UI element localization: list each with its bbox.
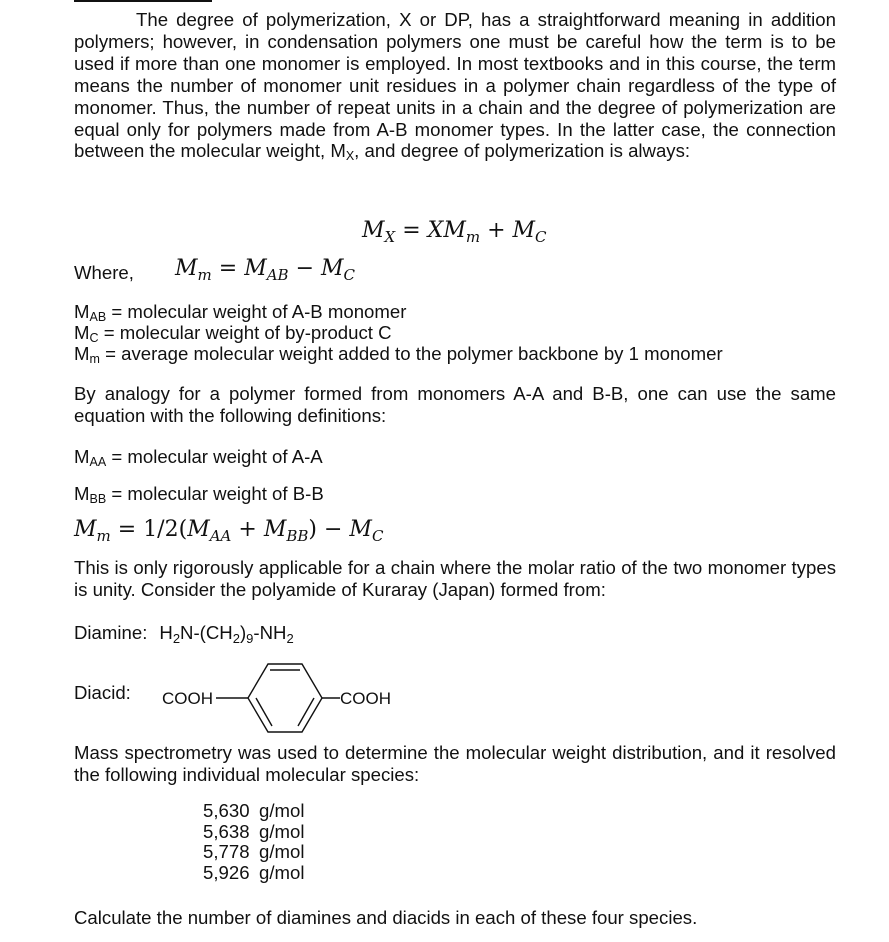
where-label: Where, <box>74 262 134 283</box>
list-item: 5,630 g/mol <box>203 800 305 821</box>
mass-spec-paragraph: Mass spectrometry was used to determine the molecular weight distribution, and it resolved the following individual molecular species: <box>74 742 836 785</box>
definition-mc: MC = molecular weight of by-product C <box>74 322 392 345</box>
diacid-left-group: COOH <box>162 689 213 708</box>
equation-molecular-weight: $M_X = XM_m + M_C$ <box>362 218 547 246</box>
equation-mm: $M_m = M_{AB} - M_C$ <box>175 256 356 284</box>
definition-maa: MAA = molecular weight of A-A <box>74 446 323 469</box>
diamine-label: Diamine: <box>74 622 148 643</box>
benzene-hexagon <box>248 664 322 732</box>
list-item: 5,926 g/mol <box>203 861 305 883</box>
species-list <box>203 801 304 883</box>
diamine-line <box>74 622 294 644</box>
analogy-paragraph: By analogy for a polymer formed from monomers A-A and B-B, one can use the same equation with the following definitions: <box>74 383 836 426</box>
definition-mbb: MBB = molecular weight of B-B <box>74 483 324 506</box>
double-bond-lower-right <box>298 698 314 726</box>
benzene-ring-structure <box>150 660 340 740</box>
diacid-label: Diacid: <box>74 682 131 703</box>
diamine-formula: $H_2N-(CH_2)_9-NH_2$ <box>159 622 294 646</box>
top-rule <box>74 0 212 2</box>
diacid-right-group: COOH <box>340 689 391 708</box>
rigor-paragraph: This is only rigorously applicable for a chain where the molar ratio of the two monomer types is unity. Consider the polyamide of Kuraray (Japan) formed from: <box>74 557 836 600</box>
intro-paragraph: The degree of polymerization, X or DP, has a straightforward meaning in addition polymers; however, in condensation polymers one must be careful how the term is to be used if more than one monomer is employed. In most textbooks and in this course, the term means the number of monomer unit residues in a polymer chain regardless of the type of monomer. Thus, the number of repeat units in a chain and the degree of polymerization are equal only for polymers made from A-B monomer types. In the latter case, the connection between the molecular weight, MX, and degree of polymerization is always: <box>74 9 836 164</box>
equation-mm-aa-bb: $M_m = 1/2(M_{AA} + M_{BB}) - M_C$ <box>74 517 384 545</box>
list-item: 5,638 g/mol <box>203 820 305 842</box>
definition-mab: MAB = molecular weight of A-B monomer <box>74 301 407 324</box>
list-item: 5,778 g/mol <box>203 841 305 863</box>
definition-mm: Mm = average molecular weight added to the polymer backbone by 1 monomer <box>74 343 723 366</box>
double-bond-lower-left <box>256 698 272 726</box>
question-text: Calculate the number of diamines and diacids in each of these four species. <box>74 907 698 928</box>
